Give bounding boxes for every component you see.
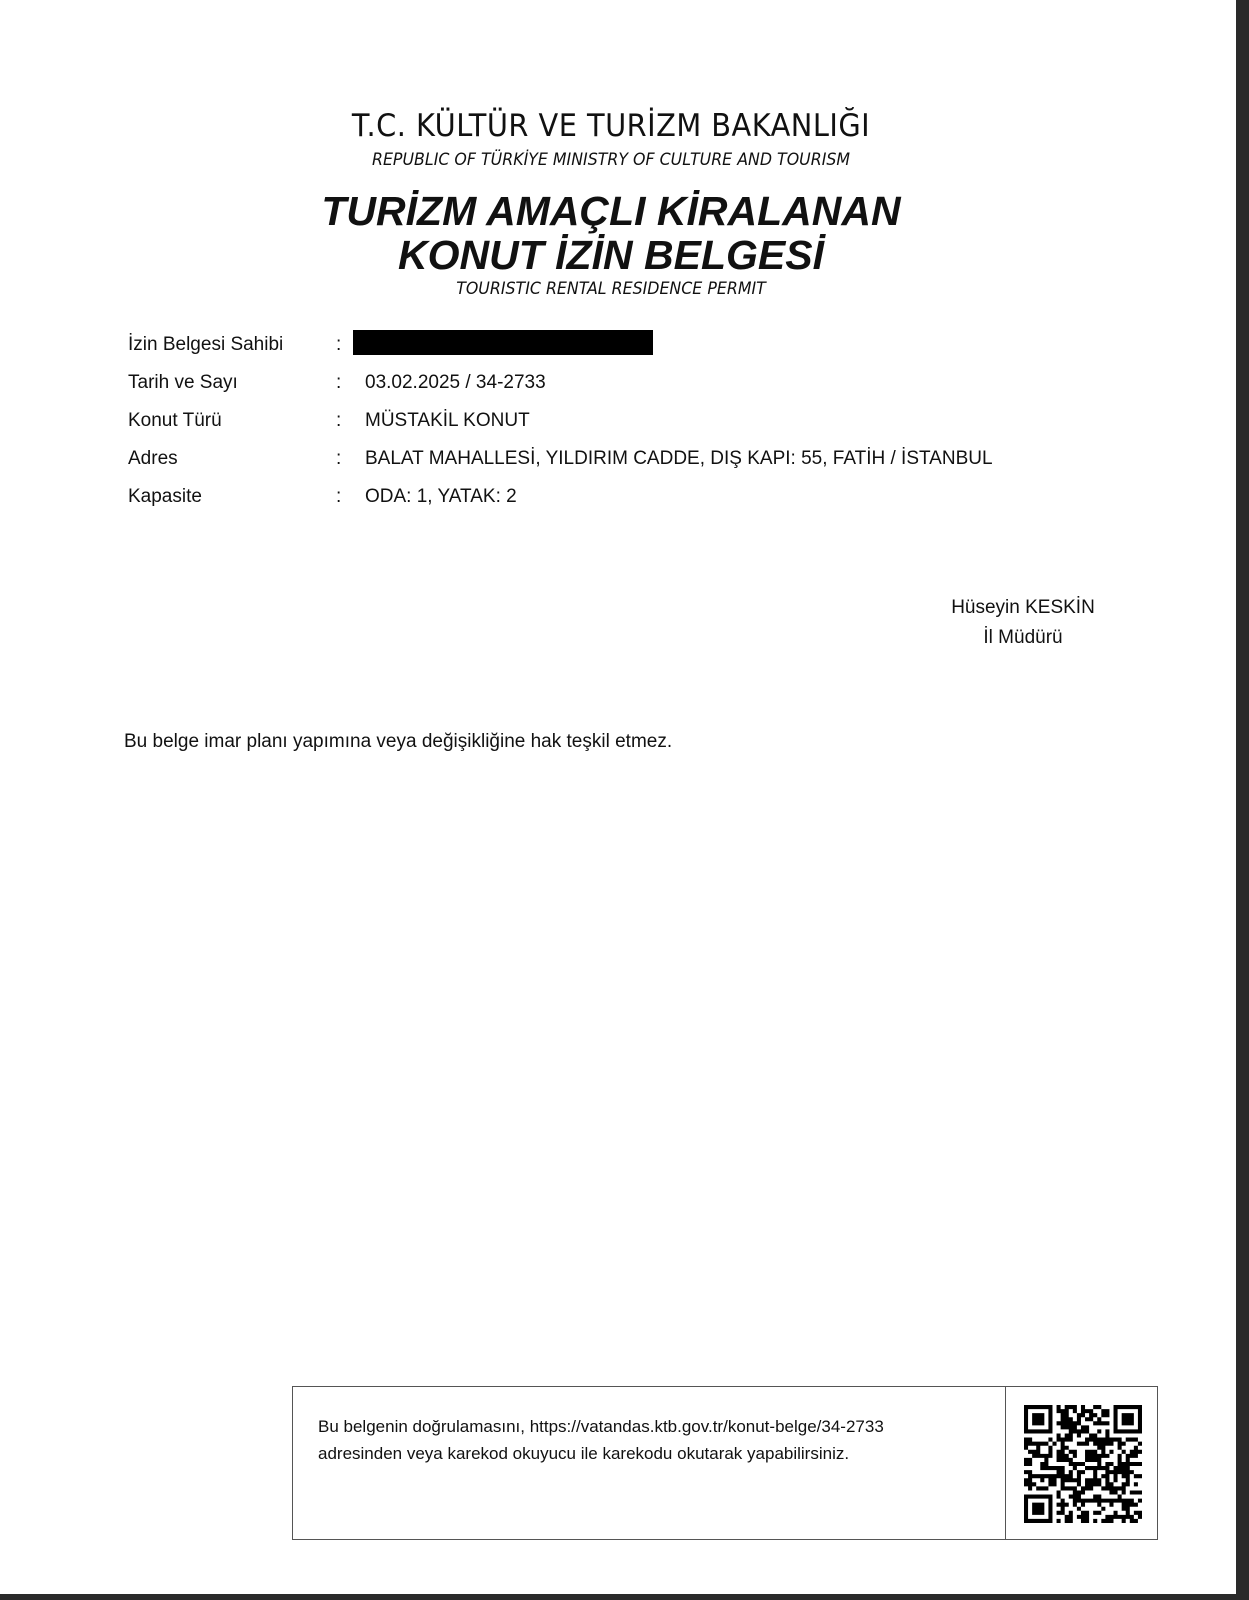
permit-title-line2: KONUT İZİN BELGESİ bbox=[398, 232, 824, 278]
field-label: Konut Türü bbox=[128, 410, 222, 431]
qr-code-cell bbox=[1005, 1387, 1158, 1539]
verification-box bbox=[292, 1386, 1158, 1540]
field-row-address bbox=[128, 447, 1128, 485]
field-row-holder bbox=[128, 333, 1128, 371]
field-value: ODA: 1, YATAK: 2 bbox=[365, 486, 517, 507]
field-value: 03.02.2025 / 34-2733 bbox=[365, 372, 546, 393]
verification-text bbox=[318, 1413, 978, 1467]
qr-code-modules bbox=[1024, 1405, 1142, 1523]
field-colon: : bbox=[336, 410, 342, 431]
ministry-title: T.C. KÜLTÜR VE TURİZM BAKANLIĞI bbox=[351, 108, 871, 144]
signatory-title: İl Müdürü bbox=[983, 627, 1063, 648]
disclaimer-text: Bu belge imar planı yapımına veya değişikliğine hak teşkil etmez. bbox=[124, 731, 673, 752]
field-value: MÜSTAKİL KONUT bbox=[365, 410, 530, 431]
redaction-bar bbox=[353, 330, 653, 355]
field-row-date-number bbox=[128, 371, 1128, 409]
field-colon: : bbox=[336, 372, 342, 393]
verification-line2: adresinden veya karekod okuyucu ile karekodu okutarak yapabilirsiniz. bbox=[318, 1444, 850, 1463]
permit-subtitle: TOURISTIC RENTAL RESIDENCE PERMIT bbox=[456, 279, 766, 299]
verification-line1: Bu belgenin doğrulamasını, https://vatandas.ktb.gov.tr/konut-belge/34-2733 bbox=[318, 1417, 884, 1436]
field-colon: : bbox=[336, 334, 342, 355]
field-value: BALAT MAHALLESİ, YILDIRIM CADDE, DIŞ KAPI: 55, FATİH / İSTANBUL bbox=[365, 448, 993, 469]
permit-title bbox=[0, 189, 1222, 277]
field-label: Tarih ve Sayı bbox=[128, 372, 238, 393]
field-colon: : bbox=[336, 448, 342, 469]
field-colon: : bbox=[336, 486, 342, 507]
ministry-subtitle: REPUBLIC OF TÜRKİYE MINISTRY OF CULTURE AND TOURISM bbox=[371, 150, 851, 170]
qr-code-icon bbox=[1024, 1405, 1142, 1523]
field-label: Kapasite bbox=[128, 486, 202, 507]
field-label: Adres bbox=[128, 448, 178, 469]
permit-fields bbox=[128, 333, 1128, 523]
signature-block bbox=[920, 593, 1126, 653]
permit-title-line1: TURİZM AMAÇLI KİRALANAN bbox=[321, 188, 901, 234]
field-row-capacity bbox=[128, 485, 1128, 523]
signatory-name: Hüseyin KESKİN bbox=[951, 597, 1095, 618]
field-row-residence-type bbox=[128, 409, 1128, 447]
field-label: İzin Belgesi Sahibi bbox=[128, 334, 284, 355]
